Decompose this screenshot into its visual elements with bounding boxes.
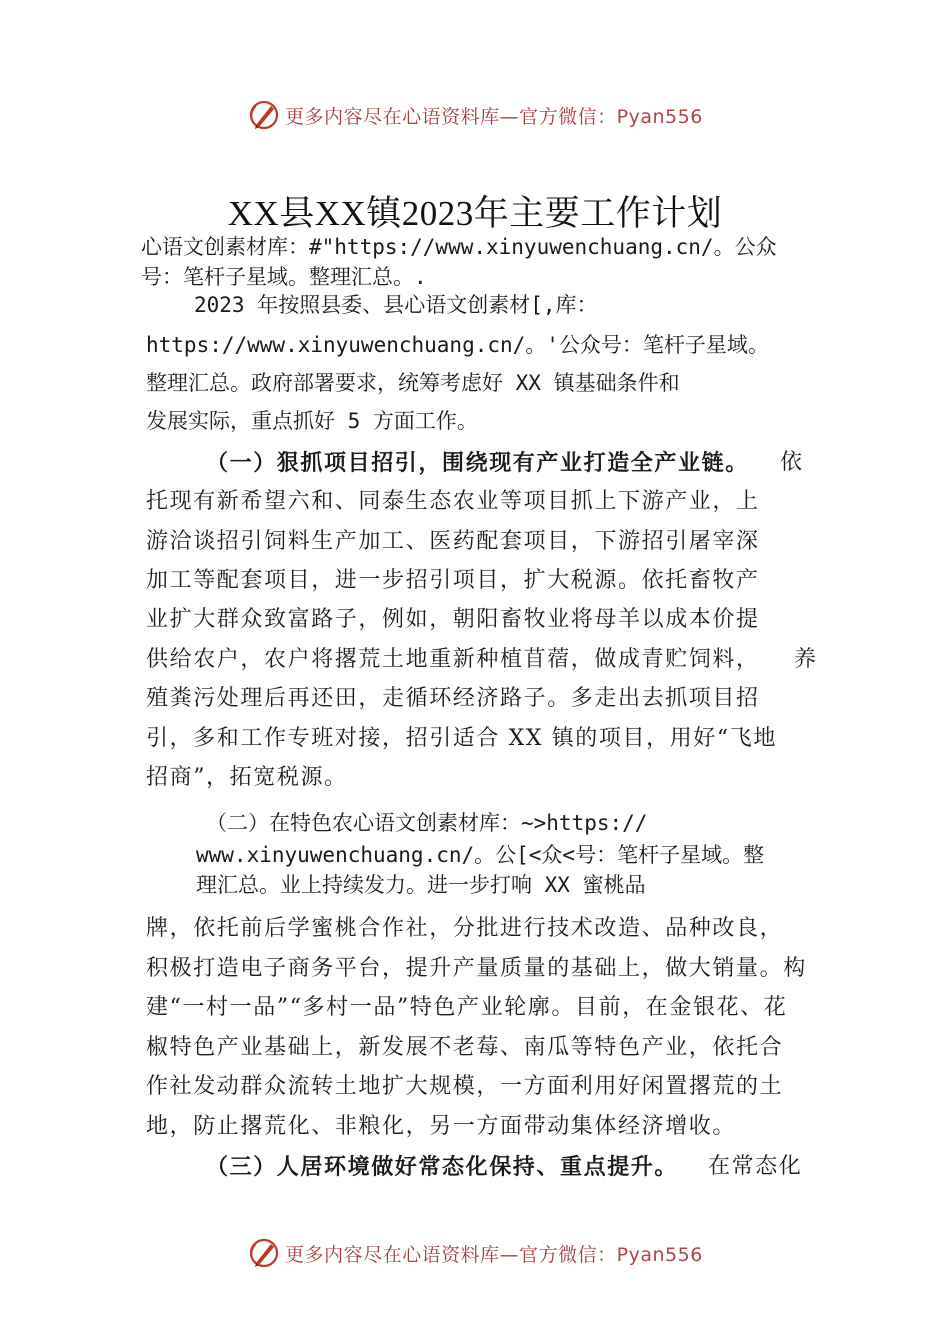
text-line: 整理汇总。政府部署要求，统筹考虑好 XX 镇基础条件和 [146,371,680,395]
text-line: 招商”，拓宽税源。 [146,765,348,790]
text-line: 引，多和工作专班对接，招引适合 XX 镇的项目，用好“飞地 [146,726,777,751]
section-heading-1: （一）狠抓项目招引，围绕现有产业打造全产业链。 [206,450,749,476]
document-title: XX县XX镇2023年主要工作计划 [227,194,723,233]
text-line: 业扩大群众致富路子，例如，朝阳畜牧业将母羊以成本价提 [146,607,760,632]
text-line: 心语文创素材库：#"https://www.xinyuwenchuang.cn/。公众 [141,235,777,259]
text-line: 理汇总。业上持续发力。进一步打响 XX 蜜桃品 [196,873,646,897]
text-line: 殖粪污处理后再还田，走循环经济路子。多走出去抓项目招 [146,686,760,711]
text-line: 游洽谈招引饲料生产加工、医药配套项目，下游招引屠宰深 [146,529,760,554]
text-line: 作社发动群众流转土地扩大规模，一方面利用好闲置撂荒的土 [146,1074,784,1099]
watermark-footer [0,1231,950,1275]
text-line: 养 [794,647,818,672]
text-line: 2023 年按照县委、县心语文创素材[,库： [194,293,598,317]
text-line: 供给农户，农户将撂荒土地重新种植苜蓿，做成青贮饲料， [146,647,760,672]
watermark-text: 更多内容尽在心语资料库—官方微信：Pyan556 [285,1243,703,1266]
text-line: 发展实际，重点抓好 5 方面工作。 [146,409,478,433]
text-line: 加工等配套项目，进一步招引项目，扩大税源。依托畜牧产 [146,568,760,593]
text-line: 号：笔杆子星域。整理汇总。. [141,265,427,289]
pen-logo-icon [247,98,281,132]
text-line: https://www.xinyuwenchuang.cn/。'公众号：笔杆子星域。 [146,333,769,357]
text-line: 托现有新希望六和、同泰生态农业等项目抓上下游产业，上 [146,489,760,514]
watermark-header [0,93,950,137]
text-line: 在常态化 [708,1154,803,1179]
watermark-group [247,1236,703,1270]
text-line: www.xinyuwenchuang.cn/。公[<众<号：笔杆子星域。整 [196,843,765,867]
text-line: 椒特色产业基础上，新发展不老莓、南瓜等特色产业，依托合 [146,1035,784,1060]
text-line: （二）在特色农心语文创素材库：~>https:// [206,811,648,835]
text-line: 牌，依托前后学蜜桃合作社，分批进行技术改造、品种改良， [146,916,784,941]
text-line: 建“一村一品”“多村一品”特色产业轮廓。目前，在金银花、花 [146,995,788,1020]
text-line: 依 [780,450,804,475]
pen-logo-icon [247,1236,281,1270]
section-heading-3: （三）人居环境做好常态化保持、重点提升。 [206,1154,679,1180]
watermark-text: 更多内容尽在心语资料库—官方微信：Pyan556 [285,105,703,128]
text-line: 积极打造电子商务平台，提升产量质量的基础上，做大销量。构 [146,956,807,981]
watermark-group [247,98,703,132]
text-line: 地，防止撂荒化、非粮化，另一方面带动集体经济增收。 [146,1114,737,1139]
